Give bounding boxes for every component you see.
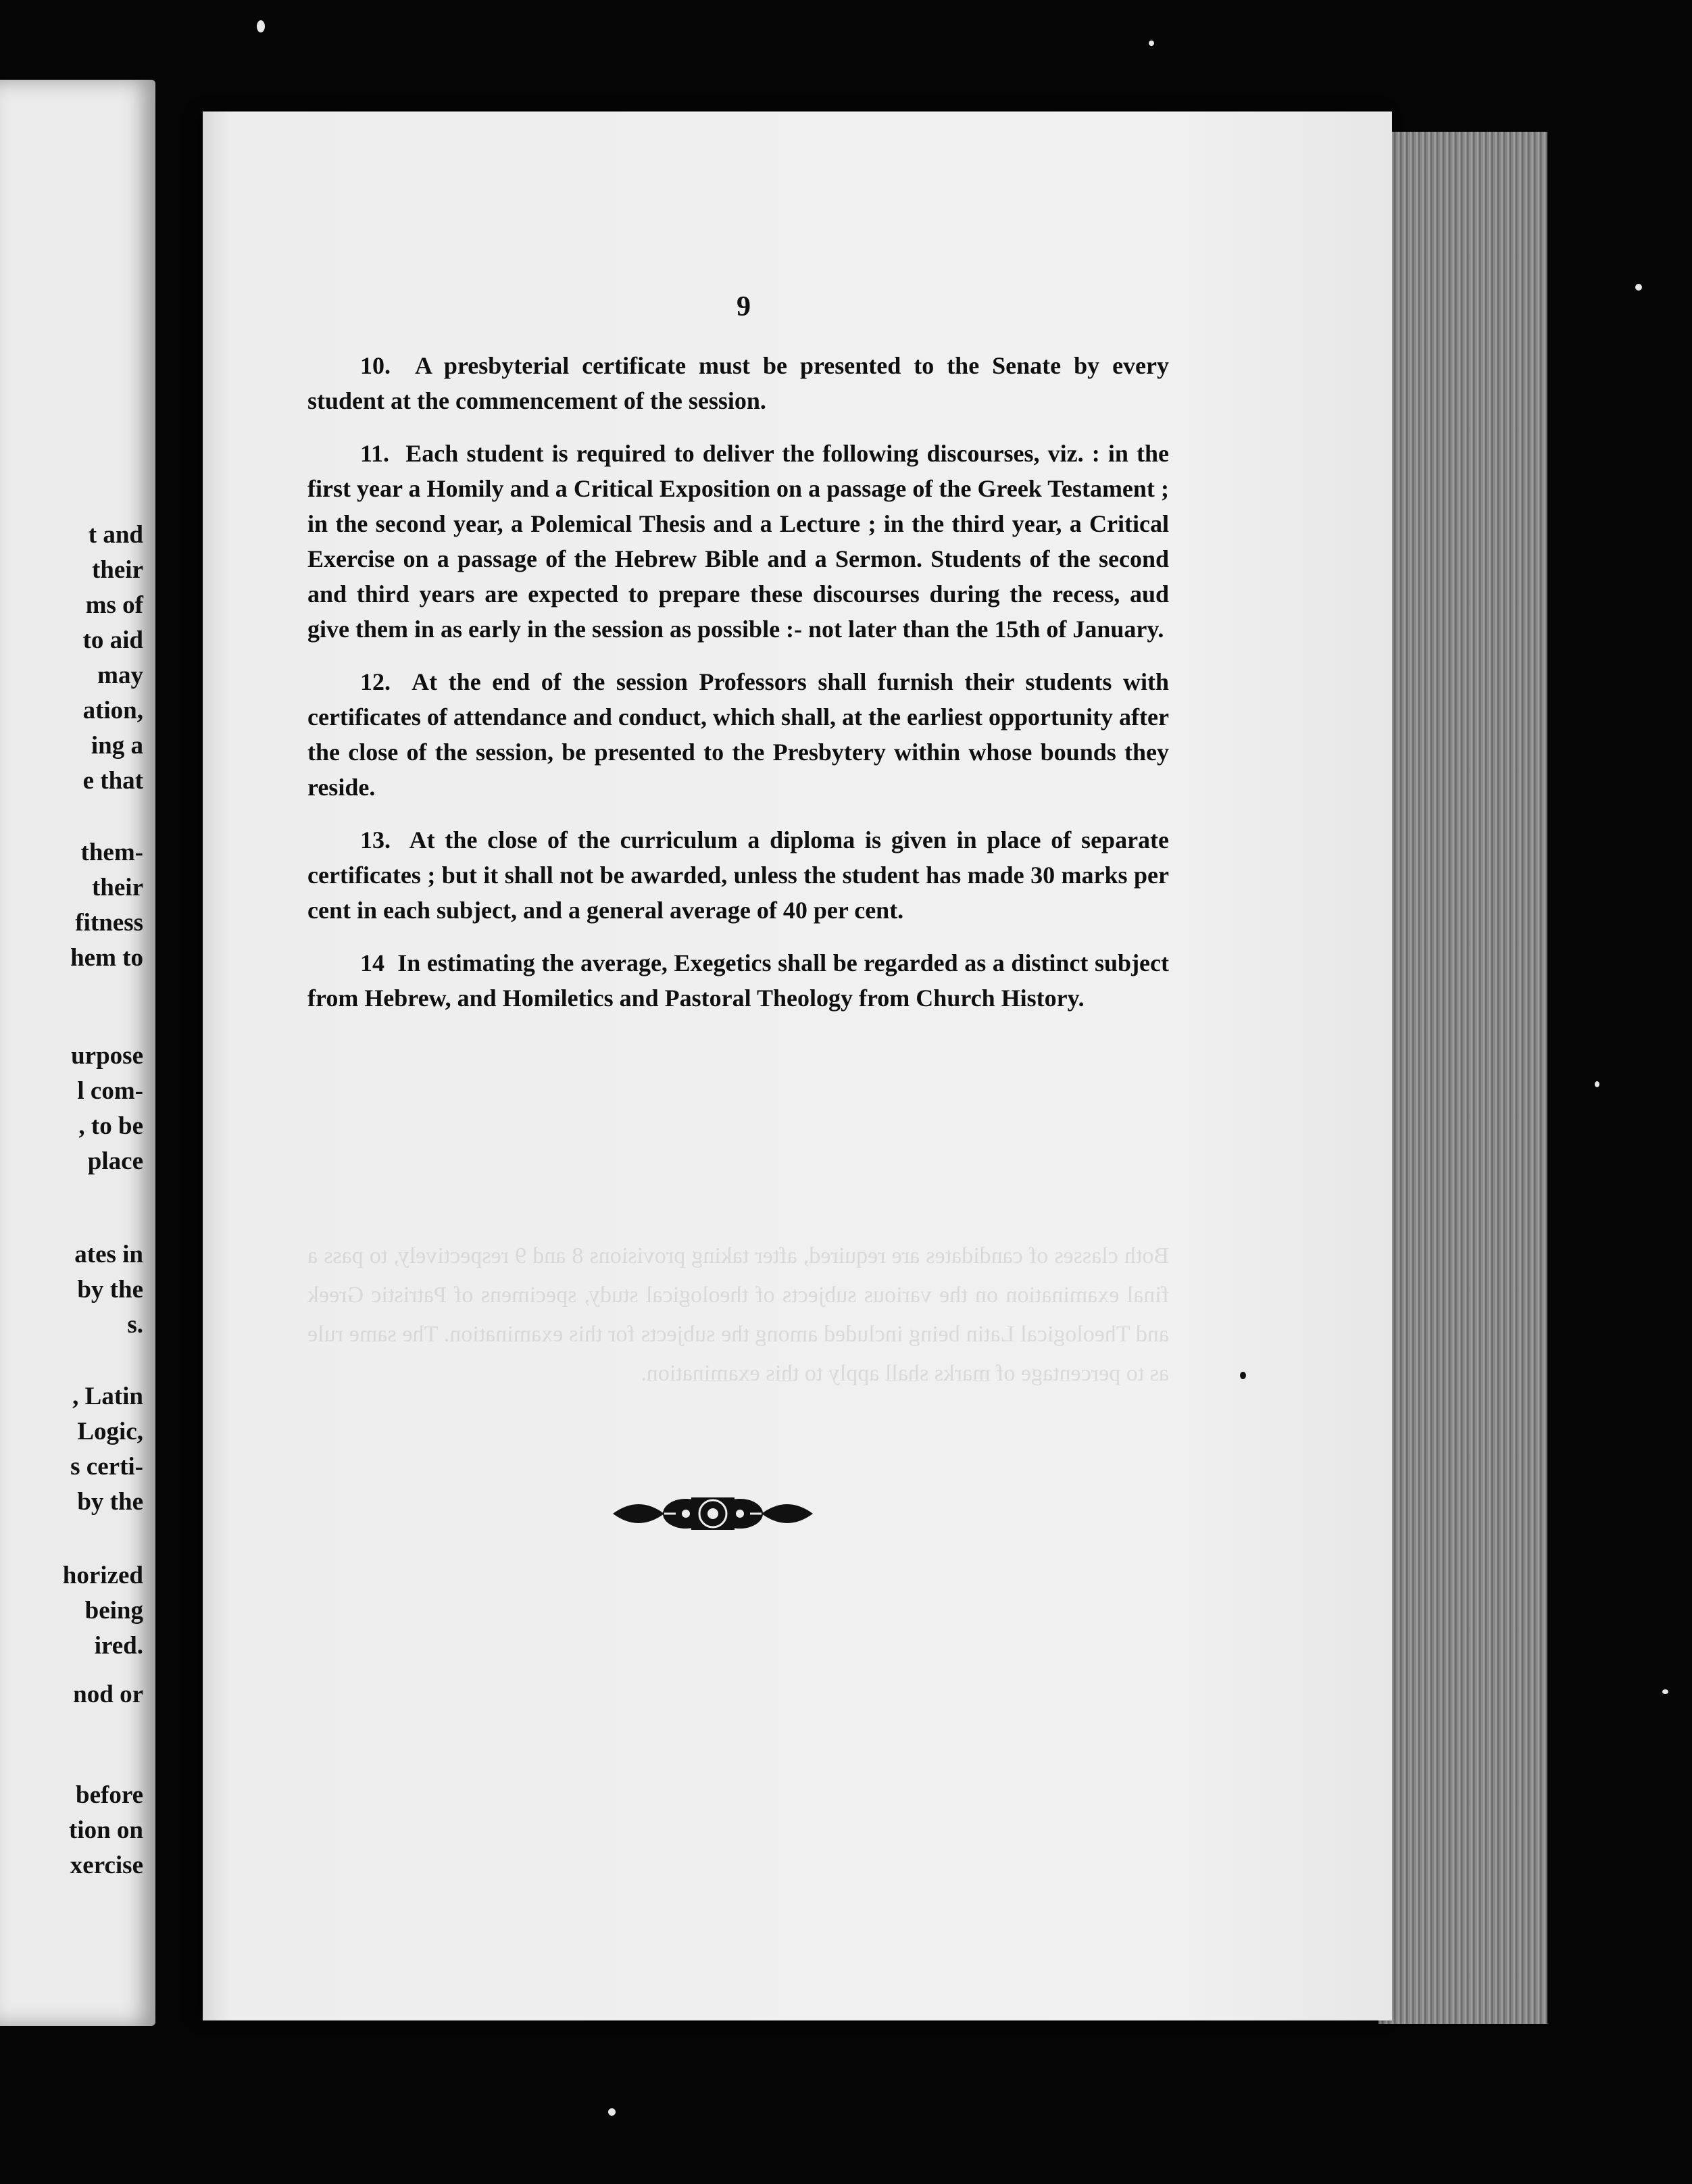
- left-page-line: being: [84, 1597, 143, 1624]
- bleed-through-text: Both classes of candidates are required, after taking provisions 8 and 9 respectively, to pass a final examination on the various subjects of theological study, specimens of Patristic Greek and Theological Latin being included among the subjects for this examination. The same rule as to percentage of marks shall apply to this examination.: [307, 1243, 1169, 1386]
- dust-speck: [1635, 284, 1642, 291]
- paragraph-number: 13.: [360, 826, 391, 853]
- left-page-line: them-: [80, 839, 143, 866]
- left-page-line: ing a: [91, 732, 143, 760]
- left-page-line: xercise: [70, 1852, 143, 1879]
- regulation-paragraph: [307, 822, 1169, 928]
- left-page-line: , Latin: [72, 1383, 143, 1410]
- dust-speck: [1149, 41, 1154, 46]
- left-page-line: ation,: [82, 697, 143, 724]
- paragraph-number: 12.: [360, 668, 391, 695]
- left-page-line: s.: [127, 1311, 143, 1339]
- paragraph-text: Each student is required to deliver the following discourses, viz. : in the first year a Homily and a Critical Exposition on a passage of the Greek Testament ; in the second year, a Polemical Thesis and a Lecture ; in the third year, a Critical Exercise on a passage of the Hebrew Bible and a Sermon. Students of the second and third years are expected to prepare these discourses during the recess, aud give them in as early in the session as possible :- not later than the 15th of January.: [307, 440, 1169, 643]
- paragraph-text: At the close of the curriculum a diploma is given in place of separate certificates ; but it shall not be awarded, unless the student has made 30 marks per cent in each subject, and a general average of 40 per cent.: [307, 826, 1170, 924]
- left-page-line: e that: [82, 767, 143, 795]
- dust-speck: [1240, 1372, 1246, 1379]
- left-page-line: may: [97, 662, 143, 689]
- decorative-ornament: [612, 1487, 814, 1541]
- dust-speck: [1595, 1081, 1599, 1087]
- left-page-line: , to be: [78, 1112, 143, 1140]
- paragraph-text: At the end of the session Professors shall furnish their students with certificates of attendance and conduct, which shall, at the earliest opportunity after the close of the session, be presented to the Presbytery within whose bounds they reside.: [307, 668, 1170, 801]
- left-page-line: ates in: [74, 1241, 143, 1268]
- left-page-line: fitness: [75, 909, 143, 937]
- dust-speck: [257, 20, 265, 32]
- left-page-line: nod or: [73, 1681, 143, 1708]
- left-page-line: hem to: [70, 944, 143, 972]
- left-page-line: place: [87, 1147, 143, 1175]
- paragraph-number: 14: [360, 949, 384, 976]
- regulation-paragraph: [307, 664, 1169, 805]
- paragraph-text: In estimating the average, Exegetics shall be regarded as a distinct subject from Hebrew, and Homiletics and Pastoral Theology from Church History.: [307, 949, 1170, 1012]
- dust-speck: [1662, 1689, 1668, 1694]
- regulation-paragraph: [307, 945, 1169, 1016]
- regulations-text: [307, 348, 1169, 1033]
- regulation-paragraph: [307, 348, 1169, 418]
- paragraph-number: 11.: [360, 440, 390, 467]
- left-page-line: by the: [77, 1276, 143, 1304]
- left-page-line: ms of: [85, 591, 143, 619]
- paragraph-text: A presbyterial certificate must be presented to the Senate by every student at the commencement of the session.: [307, 352, 1170, 414]
- left-page-line: t and: [88, 521, 143, 549]
- left-page-line: s certi-: [70, 1453, 143, 1481]
- paragraph-number: 10.: [360, 352, 391, 379]
- left-page-line: their: [91, 874, 143, 901]
- dust-speck: [608, 2108, 616, 2116]
- left-page-line: horized: [62, 1562, 143, 1589]
- left-page-line: to aid: [82, 626, 143, 654]
- left-page-line: ired.: [94, 1632, 143, 1660]
- left-page-line: urpose: [71, 1042, 143, 1070]
- book-page-edges: [1378, 132, 1547, 2024]
- left-page-line: Logic,: [77, 1418, 143, 1445]
- left-page-line: their: [91, 556, 143, 584]
- left-page-line: tion on: [68, 1816, 143, 1844]
- left-page-line: l com-: [77, 1077, 143, 1105]
- page-number: 9: [737, 291, 751, 322]
- left-page-line: by the: [77, 1488, 143, 1516]
- left-page-fragment: [0, 80, 155, 2026]
- regulation-paragraph: [307, 436, 1169, 647]
- left-page-line: before: [76, 1781, 143, 1809]
